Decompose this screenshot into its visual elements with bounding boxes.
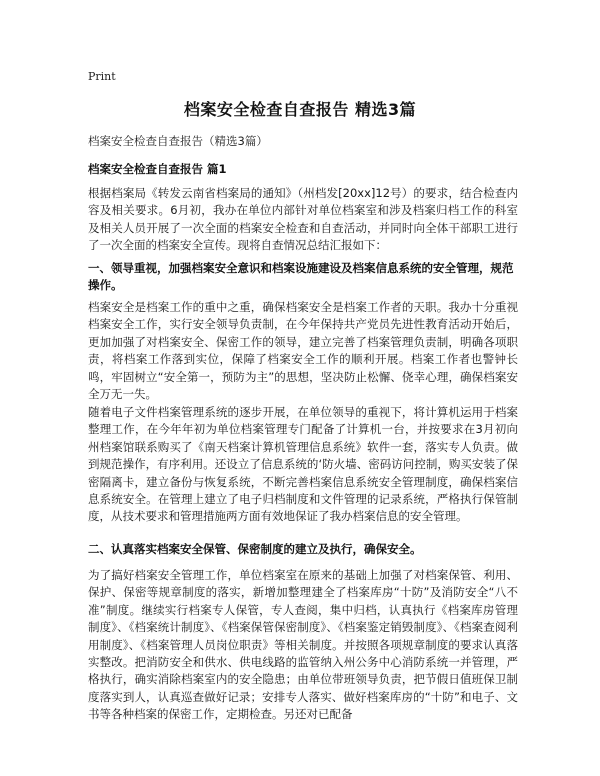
section-2-paragraph-1: 为了搞好档案安全管理工作，单位档案室在原来的基础上加强了对档案保管、利用、保护、保密等规章制度的落实，新增加整理建全了档案库房“十防”及消防安全“八不准”制度。继续实行档案专人保管，专人查阅，集中归档，认真执行《档案库房管理制度》、《档案统计制度》、《档案保管保密制度》、《档案鉴定销毁制度》、《档案查阅利用制度》、《档案管理人员岗位职责》等相关制度。并按照各项规章制度的要求认真落实整改。把消防安全和供水、供电线路的监管纳入州公务中心消防系统一并管理，严格执行，确实消除档案室内的安全隐患；由单位带班领导负责，把节假日值班保卫制度落实到人，认真巡查做好记录；安排专人落实、做好档案库房的“十防”和电子、文书等各种档案的保密工作，定期检查。另还对已配备 (88, 568, 518, 722)
section-1-paragraph-2: 随着电子文件档案管理系统的逐步开展，在单位领导的重视下，将计算机运用于档案整理工作，在今年年初为单位档案管理专门配备了计算机一台，并按要求在3月初向州档案馆联系购买了《南天档案计算机管理信息系统》软件一套，落实专人负责。做到规范操作，有序利用。还设立了信息系统的‘防火墙、密码访问控制，购买安装了保密隔离卡，建立备份与恢复系统，不断完善档案信息系统安全管理制度，确保档案信息系统安全。在管理上建立了电子归档制度和文件管理的记录系统，严格执行保管制度，从技术要求和管理措施两方面有效地保证了我办档案信息的安全管理。 (88, 405, 518, 524)
page-title: 档案安全检查自查报告 精选3篇 (183, 100, 417, 119)
document-subtitle: 档案安全检查自查报告（精选3篇） (88, 134, 268, 148)
article-heading: 档案安全检查自查报告 篇1 (88, 162, 227, 176)
section-1-paragraph-1: 档案安全是档案工作的重中之重，确保档案安全是档案工作者的天职。我办十分重视档案安全工作，实行安全领导负责制，在今年保持共产党员先进性教育活动开始后，更加加强了对档案安全、保密工作的领导，建立完善了档案管理负责制，明确各项职责，将档案工作落到实位，保障了档案安全工作的顺利开展。档案工作者也警钟长鸣，牢固树立“安全第一，预防为主”的思想，坚决防止松懈、侥幸心理，确保档案安全万无一失。 (88, 300, 518, 402)
section-2-heading: 二、认真落实档案安全保管、保密制度的建立及执行，确保安全。 (88, 542, 422, 556)
intro-paragraph: 根据档案局《转发云南省档案局的通知》（州档发[20xx]12号）的要求，结合检查内容及相关要求。6月初，我办在单位内部针对单位档案室和涉及档案归档工作的科室及相关人员开展了一次全面的档案安全检查和自查活动，并同时向全体干部职工进行了一次全面的档案安全宣传。现将自查情况总结汇报如下： (88, 186, 518, 253)
print-link[interactable]: Print (88, 70, 116, 83)
section-1-heading: 一、领导重视，加强档案安全意识和档案设施建设及档案信息系统的安全管理，规范操作。 (88, 261, 514, 293)
